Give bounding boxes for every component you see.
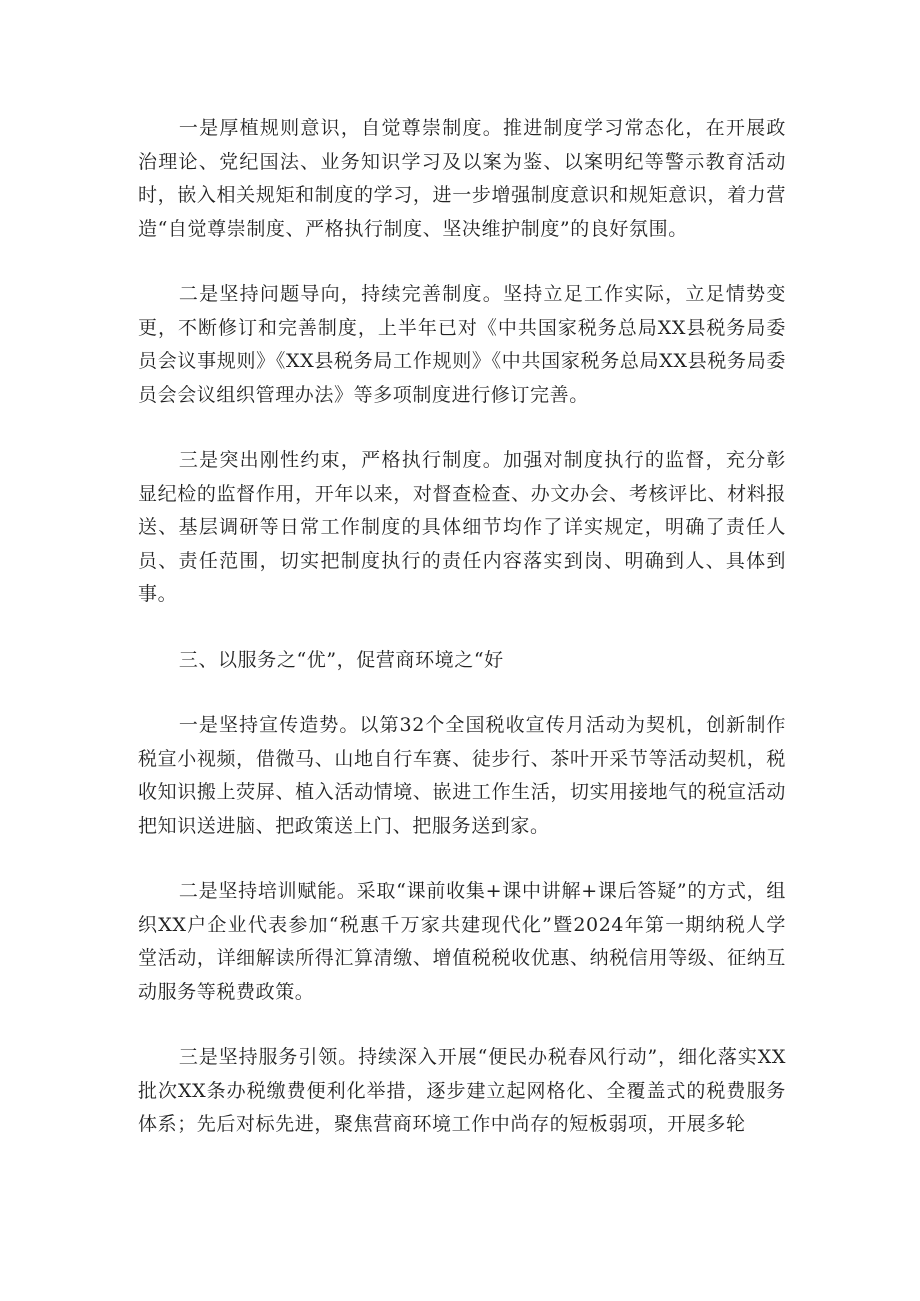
paragraph-rigid-constraints: 三是突出刚性约束，严格执行制度。加强对制度执行的监督，充分彰显纪检的监督作用，开年以来，对督查检查、办文办会、考核评比、材料报送、基层调研等日常工作制度的具体细节均作了详实规定，明确了责任人员、责任范围，切实把制度执行的责任内容落实到岗、明确到人、具体到事。: [138, 449, 786, 605]
paragraph-publicity: 一是坚持宣传造势。以第32个全国税收宣传月活动为契机，创新制作税宣小视频，借微马、山地自行车赛、徒步行、茶叶开采节等活动契机，税收知识搬上荧屏、植入活动情境、嵌进工作生活，切实用接地气的税宣活动把知识送进脑、把政策送上门、把服务送到家。: [138, 714, 786, 837]
document-body: [138, 112, 786, 1174]
paragraph-problem-orientation: 二是坚持问题导向，持续完善制度。坚持立足工作实际，立足情势变更，不断修订和完善制度，上半年已对《中共国家税务总局XX县税务局委员会议事规则》《XX县税务局工作规则》《中共国家税务总局XX县税务局委员会会议组织管理办法》等多项制度进行修订完善。: [138, 283, 786, 406]
section-heading: 三、以服务之“优”，促营商环境之“好: [178, 648, 504, 671]
paragraph-training: 二是坚持培训赋能。采取“课前收集+课中讲解+课后答疑”的方式，组织XX户企业代表参加“税惠千万家共建现代化”暨2024年第一期纳税人学堂活动，详细解读所得汇算清缴、增值税税收优惠、纳税信用等级、征纳互动服务等税费政策。: [138, 880, 786, 1003]
paragraph-rule-awareness: 一是厚植规则意识，自觉尊崇制度。推进制度学习常态化，在开展政治理论、党纪国法、业务知识学习及以案为鉴、以案明纪等警示教育活动时，嵌入相关规矩和制度的学习，进一步增强制度意识和规矩意识，着力营造“自觉尊崇制度、严格执行制度、坚决维护制度”的良好氛围。: [138, 117, 786, 240]
paragraph-service-leading: 三是坚持服务引领。持续深入开展“便民办税春风行动”，细化落实XX批次XX条办税缴费便利化举措，逐步建立起网格化、全覆盖式的税费服务体系；先后对标先进，聚焦营商环境工作中尚存的短板弱项，开展多轮: [138, 1046, 786, 1135]
